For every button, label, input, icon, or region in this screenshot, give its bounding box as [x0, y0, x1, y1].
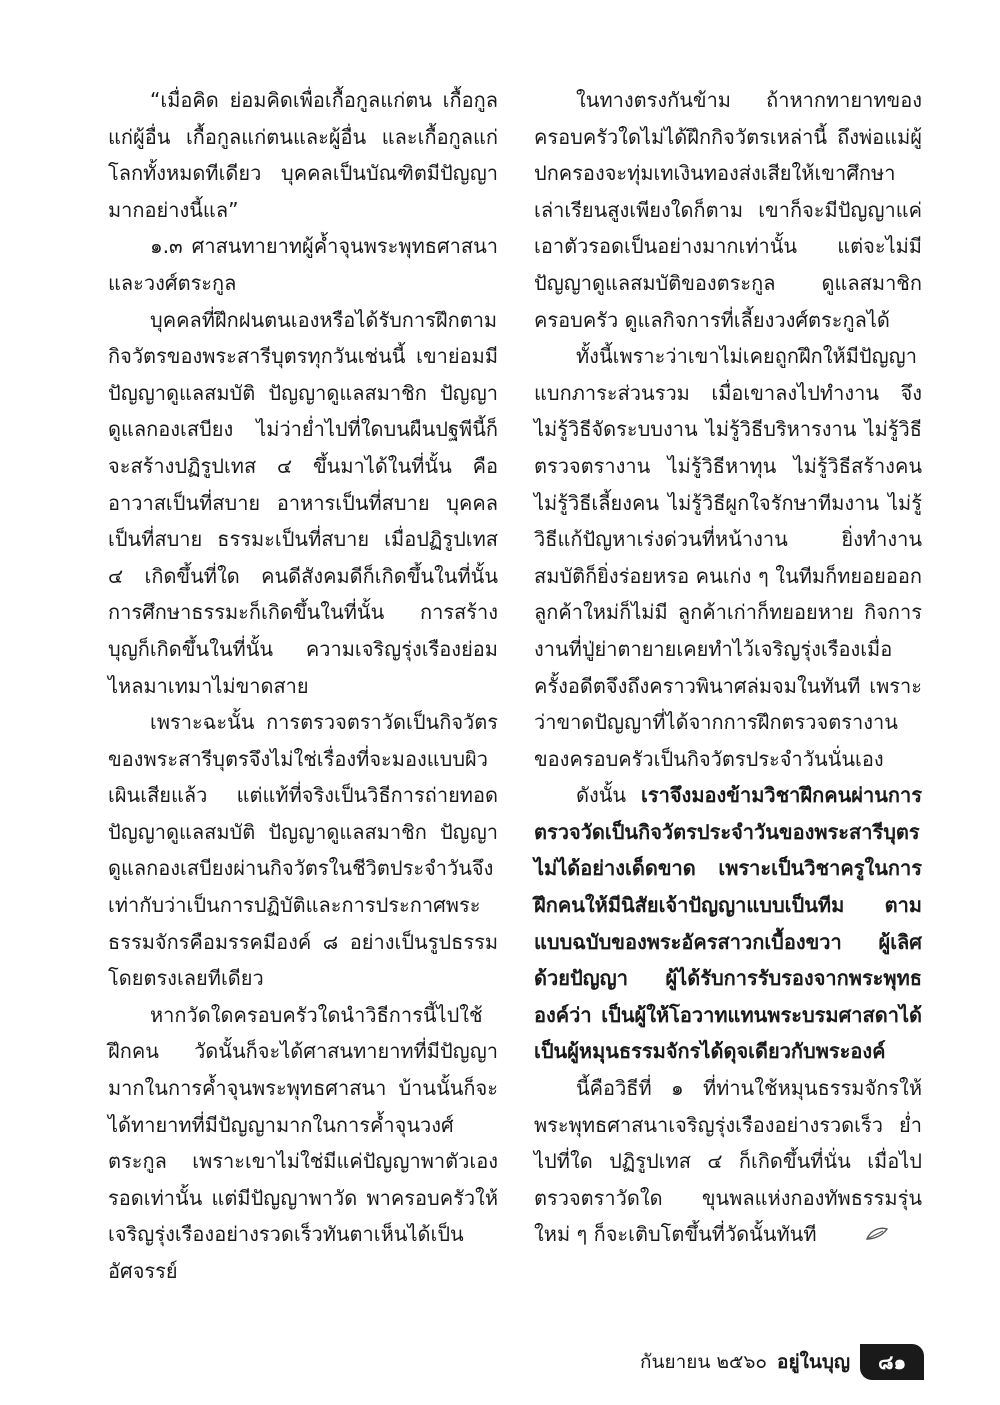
page-footer [640, 1345, 924, 1379]
body-paragraph [534, 1070, 922, 1255]
page-number: ๘๑ [860, 1344, 924, 1380]
left-column [108, 82, 498, 1290]
leaf-end-mark-icon [823, 1218, 889, 1255]
body-paragraph: หากวัดใดครอบครัวใดนำวิธีการนี้ไปใช้ฝึกคน วัดนั้นก็จะได้ศาสนทายาทที่มีปัญญามากในการค้ำจุนพระพุทธศาสนา บ้านนั้นก็จะได้ทายาทที่มีปัญญามากในการค้ำจุนวงศ์ตระกูล เพราะเขาไม่ใช่มีแค่ปัญญาพาตัวเองรอดเท่านั้น แต่มีปัญญาพาวัด พาครอบครัวให้เจริญรุ่งเรืองอย่างรวดเร็วทันตาเห็นได้เป็นอัศจรรย์ [108, 1002, 498, 1283]
magazine-title: อยู่ในบุญ [777, 1351, 851, 1373]
body-paragraph: ในทางตรงกันข้าม ถ้าหากทายาทของครอบครัวใดไม่ได้ฝึกกิจวัตรเหล่านี้ ถึงพ่อแม่ผู้ปกครองจะทุ่มเทเงินทองส่งเสียให้เขาศึกษาเล่าเรียนสูงเพียงใดก็ตาม เขาก็จะมีปัญญาแค่เอาตัวรอดเป็นอย่างมากเท่านั้น แต่จะไม่มีปัญญาดูแลสมบัติของตระกูล ดูแลสมาชิกครอบครัว ดูแลกิจการที่เลี้ยงวงศ์ตระกูลได้ [534, 88, 922, 332]
quote-paragraph: “เมื่อคิด ย่อมคิดเพื่อเกื้อกูลแก่ตน เกื้อกูลแก่ผู้อื่น เกื้อกูลแก่ตนและผู้อื่น และเกื้อกูลแก่โลกทั้งหมดทีเดียว บุคคลเป็นบัณฑิตมีปัญญามากอย่างนี้แล” [108, 88, 498, 222]
emphasis-text: เราจึงมองข้ามวิชาฝึกคนผ่านการตรวจวัดเป็นกิจวัตรประจำวันของพระสารีบุตรไม่ได้อย่างเด็ดขาด เพราะเป็นวิชาครูในการฝึกคนให้มีนิสัยเจ้าปัญญาแบบเป็นทีม ตามแบบฉบับของพระอัครสาวกเบื้องขวา ผู้เลิศด้วยปัญญา ผู้ได้รับการรับรองจากพระพุทธองค์ว่า เป็นผู้ให้โอวาทแทนพระบรมศาสดาได้ เป็นผู้หมุนธรรมจักรได้ดุจเดียวกับพระองค์ [534, 783, 922, 1064]
body-paragraph: บุคคลที่ฝึกฝนตนเองหรือได้รับการฝึกตามกิจวัตรของพระสารีบุตรทุกวันเช่นนี้ เขาย่อมมีปัญญาดูแลสมบัติ ปัญญาดูแลสมาชิก ปัญญาดูแลกองเสบียง ไม่ว่าย่ำไปที่ใดบนผืนปฐพีนี้ก็จะสร้างปฏิรูปเทส ๔ ขึ้นมาได้ในที่นั้น คือ อาวาสเป็นที่สบาย อาหารเป็นที่สบาย บุคคลเป็นที่สบาย ธรรมะเป็นที่สบาย เมื่อปฏิรูปเทส ๔ เกิดขึ้นที่ใด คนดีสังคมดีก็เกิดขึ้นในที่นั้น การศึกษาธรรมะก็เกิดขึ้นในที่นั้น การสร้างบุญก็เกิดขึ้นในที่นั้น ความเจริญรุ่งเรืองย่อมไหลมาเทมาไม่ขาดสาย [108, 307, 498, 698]
issue-date: กันยายน ๒๕๖๐ [640, 1351, 768, 1373]
closing-text: นี้คือวิธีที่ ๑ ที่ท่านใช้หมุนธรรมจักรให้พระพุทธศาสนาเจริญรุ่งเรืองอย่างรวดเร็ว ย่ำไปที่ใด ปฏิรูปเทส ๔ ก็เกิดขึ้นที่นั่น เมื่อไปตรวจตราวัดใด ขุนพลแห่งกองทัพธรรมรุ่นใหม่ ๆ ก็จะเติบโตขึ้นที่วัดนั้นทันที [534, 1076, 922, 1247]
body-paragraph: เพราะฉะนั้น การตรวจตราวัดเป็นกิจวัตรของพระสารีบุตรจึงไม่ใช่เรื่องที่จะมองแบบผิวเผินเสียแล้ว แต่แท้ที่จริงเป็นวิธีการถ่ายทอดปัญญาดูแลสมบัติ ปัญญาดูแลสมาชิก ปัญญาดูแลกองเสบียงผ่านกิจวัตรในชีวิตประจำวันจึงเท่ากับว่าเป็นการปฏิบัติและการประกาศพระธรรมจักรคือมรรคมีองค์ ๘ อย่างเป็นรูปธรรมโดยตรงเลยทีเดียว [108, 710, 498, 991]
section-heading: ๑.๓ ศาสนทายาทผู้ค้ำจุนพระพุทธศาสนาและวงศ์ตระกูล [108, 234, 498, 295]
paragraph-lead: ดังนั้น [576, 783, 642, 808]
body-paragraph: ทั้งนี้เพราะว่าเขาไม่เคยถูกฝึกให้มีปัญญาแบกภาระส่วนรวม เมื่อเขาลงไปทำงาน จึงไม่รู้วิธีจัดระบบงาน ไม่รู้วิธีบริหารงาน ไม่รู้วิธีตรวจตรางาน ไม่รู้วิธีหาทุน ไม่รู้วิธีสร้างคน ไม่รู้วิธีเลี้ยงคน ไม่รู้วิธีผูกใจรักษาทีมงาน ไม่รู้วิธีแก้ปัญหาเร่งด่วนที่หน้างาน ยิ่งทำงานสมบัติก็ยิ่งร่อยหรอ คนเก่ง ๆ ในทีมก็ทยอยออก ลูกค้าใหม่ก็ไม่มี ลูกค้าเก่าก็ทยอยหาย กิจการงานที่ปู่ย่าตายายเคยทำไว้เจริญรุ่งเรืองเมื่อครั้งอดีตจึงถึงคราวพินาศล่มจมในทันที เพราะว่าขาดปัญญาที่ได้จากการฝึกตรวจตรางานของครอบครัวเป็นกิจวัตรประจำวันนั่นเอง [534, 344, 922, 771]
body-paragraph [534, 777, 922, 1070]
right-column [534, 82, 922, 1255]
